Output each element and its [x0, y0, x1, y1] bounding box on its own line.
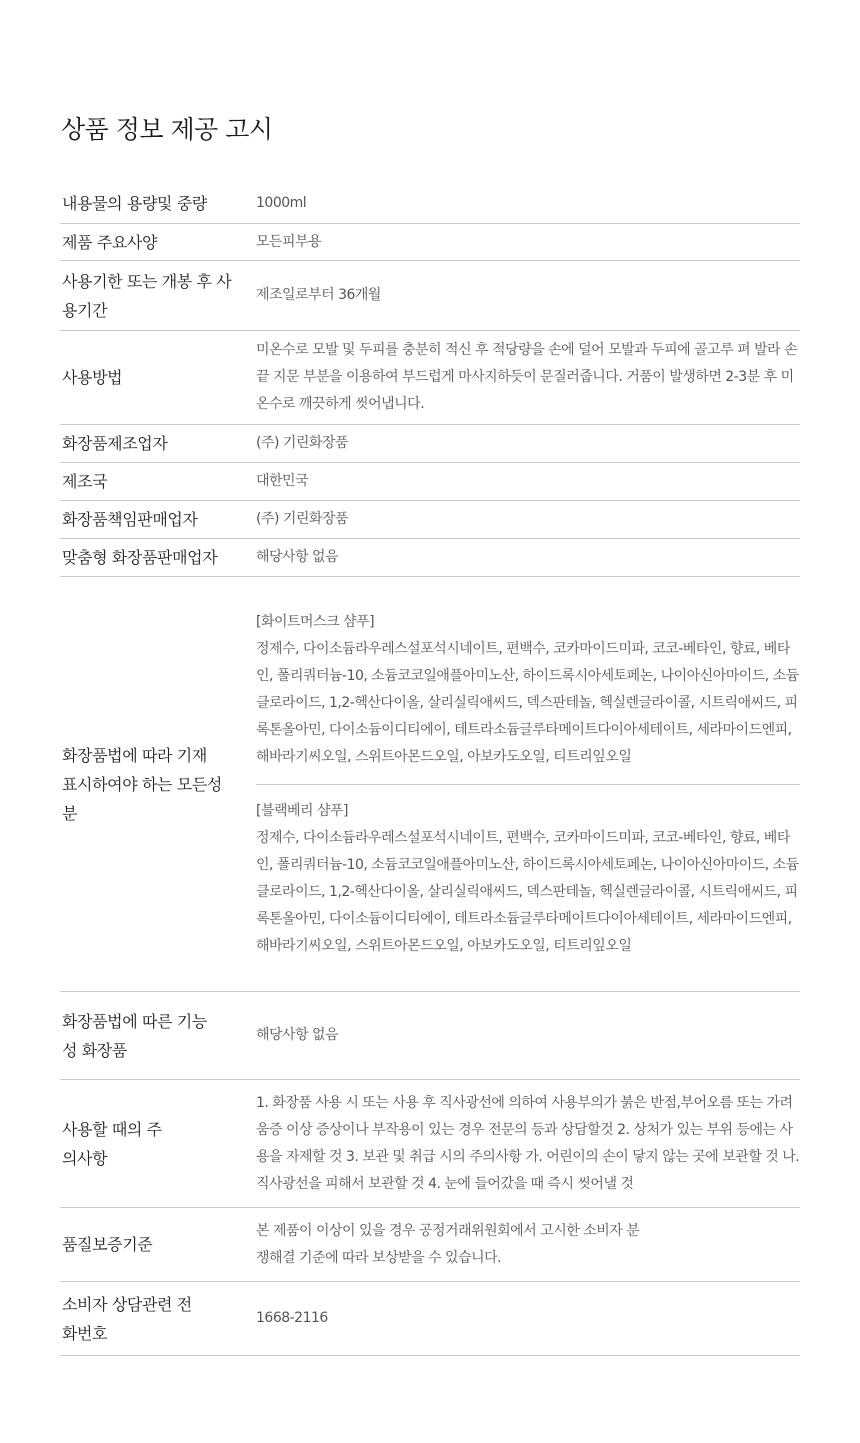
table-row: [60, 1080, 800, 1208]
ingredient-list: 정제수, 다이소듐라우레스설포석시네이트, 편백수, 코카마이드미파, 코코-베타인, 향료, 베타인, 폴리쿼터늄-10, 소듐코코일애플아미노산, 하이드록시아세토페논, 나이아신아마이드, 소듐클로라이드, 1,2-헥산다이올, 살리실릭애씨드, 덱스판테놀, 헥실렌글라이콜, 시트릭애씨드, 피록톤올아민, 다이소듐이디티에이, 테트라소듐글루타메이트다이아세테이트, 세라마이드엔피, 해바라기씨오일, 스위트아몬드오일, 아보카도오일, 티트리잎오일: [256, 640, 799, 765]
row-value: 1000ml: [256, 194, 307, 211]
ingredient-group-white-musk: [256, 596, 800, 784]
row-value: (주) 기린화장품: [256, 435, 349, 451]
row-label: 맞춤형 화장품판매업자: [62, 548, 218, 567]
row-label: 사용방법: [62, 368, 123, 387]
info-table: [60, 183, 800, 1356]
table-row-ingredients: [60, 577, 800, 992]
table-row: [60, 261, 800, 331]
page-title: 상품 정보 제공 고시: [61, 115, 273, 144]
row-label: 소비자 상담관련 전화번호: [62, 1294, 192, 1343]
row-value: 해당사항 없음: [256, 549, 339, 565]
row-label: 제조국: [62, 472, 108, 491]
table-row: [60, 992, 800, 1080]
table-row: [60, 425, 800, 463]
row-value: 해당사항 없음: [256, 1027, 339, 1043]
table-row: [60, 463, 800, 501]
row-value: 본 제품이 이상이 있을 경우 공정거래위원회에서 고시한 소비자 분쟁해결 기준에 따라 보상받을 수 있습니다.: [256, 1222, 640, 1266]
row-label: 사용할 때의 주의사항: [62, 1119, 162, 1168]
row-label: 화장품법에 따른 기능성 화장품: [62, 1011, 207, 1060]
row-label: 화장품법에 따라 기재 표시하여야 하는 모든성분: [62, 745, 222, 823]
row-label: 사용기한 또는 개봉 후 사용기간: [62, 271, 232, 320]
table-row: [60, 539, 800, 577]
row-label: 제품 주요사양: [62, 232, 158, 252]
table-row: [60, 331, 800, 425]
ingredient-groups: [256, 596, 800, 973]
ingredient-group-name: [블랙베리 샴푸]: [256, 802, 349, 819]
table-row: [60, 183, 800, 224]
table-row: [60, 1282, 800, 1356]
row-value: 미온수로 모발 및 두피를 충분히 적신 후 적당량을 손에 덜어 모발과 두피에 골고루 펴 발라 손끝 지문 부분을 이용하여 부드럽게 마사지하듯이 문질러줍니다. 거품이 발생하면 2-3분 후 미온수로 깨끗하게 씻어냅니다.: [256, 342, 798, 412]
row-label: 품질보증기준: [62, 1235, 153, 1254]
table-row: [60, 224, 800, 261]
ingredient-list: 정제수, 다이소듐라우레스설포석시네이트, 편백수, 코카마이드미파, 코코-베타인, 향료, 베타인, 폴리쿼터늄-10, 소듐코코일애플아미노산, 하이드록시아세토페논, 나이아신아마이드, 소듐클로라이드, 1,2-헥산다이올, 살리실릭애씨드, 덱스판테놀, 헥실렌글라이콜, 시트릭애씨드, 피록톤올아민, 다이소듐이디티에이, 테트라소듐글루타메이트다이아세테이트, 세라마이드엔피, 해바라기씨오일, 스위트아몬드오일, 아보카도오일, 티트리잎오일: [256, 829, 799, 954]
row-value: 1668-2116: [256, 1310, 328, 1326]
ingredient-group-name: [화이트머스크 샴푸]: [256, 613, 375, 630]
table-row: [60, 1208, 800, 1282]
row-value: 대한민국: [256, 473, 309, 489]
row-value: 제조일로부터 36개월: [256, 287, 381, 303]
table-row: [60, 501, 800, 539]
row-value: 모든피부용: [256, 233, 322, 250]
row-value: (주) 기린화장품: [256, 511, 349, 527]
row-label: 화장품책임판매업자: [62, 510, 198, 529]
ingredient-group-blackberry: [256, 784, 800, 973]
row-value: 1. 화장품 사용 시 또는 사용 후 직사광선에 의하여 사용부의가 붉은 반점,부어오름 또는 가려움증 이상 증상이나 부작용이 있는 경우 전문의 등과 상담할것 2. 상처가 있는 부위 등에는 사용을 자제할 것 3. 보관 및 취급 시의 주의사항 가. 어린이의 손이 닿지 않는 곳에 보관할 것 나. 직사광선을 피해서 보관할 것 4. 눈에 들어갔을 때 즉시 씻어낼 것: [256, 1094, 800, 1192]
row-label: 내용물의 용량및 중량: [62, 193, 207, 213]
row-label: 화장품제조업자: [62, 434, 168, 453]
